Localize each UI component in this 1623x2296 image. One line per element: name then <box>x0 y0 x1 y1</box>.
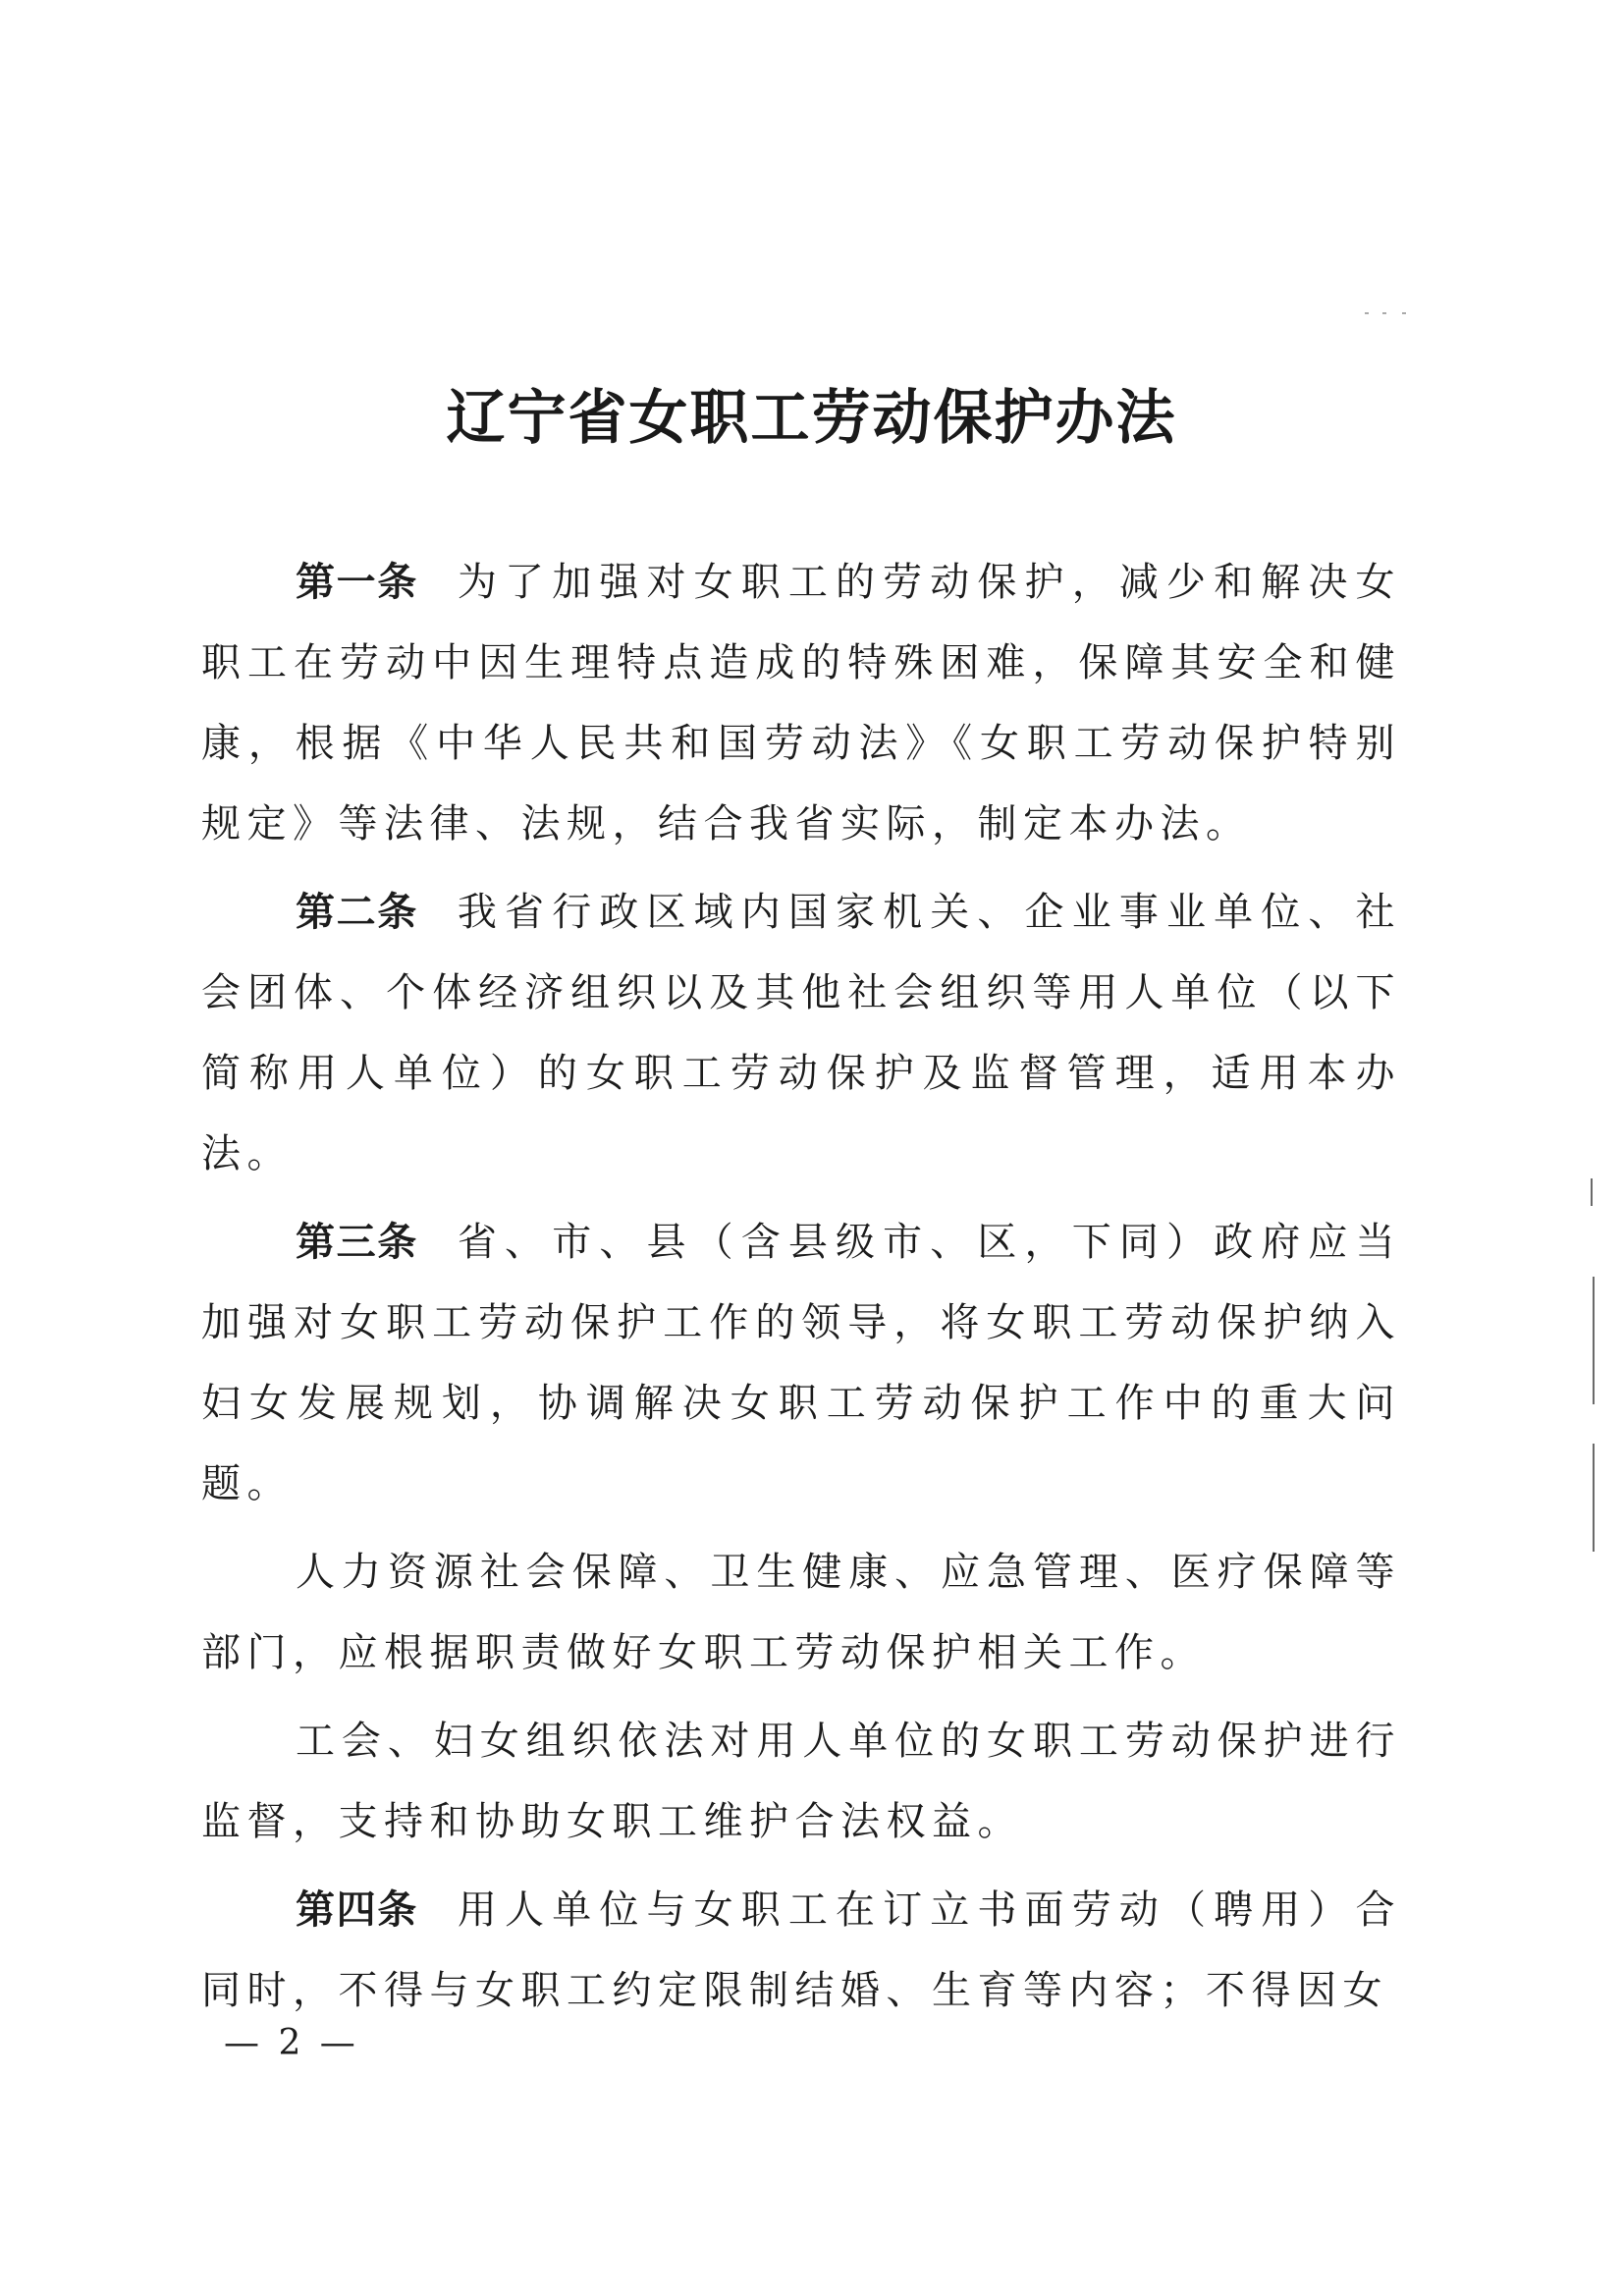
article-3-paragraph-3 <box>201 1701 1401 1862</box>
article-label: 第四条 <box>296 1887 418 1933</box>
paragraph-text: 人力资源社会保障、卫生健康、应急管理、医疗保障等部门，应根据职责做好女职工劳动保护相关工作。 <box>201 1550 1401 1675</box>
scan-artifact <box>1382 312 1386 314</box>
article-text: 为了加强对女职工的劳动保护，减少和解决女职工在劳动中因生理特点造成的特殊困难，保障其安全和健康，根据《中华人民共和国劳动法》《女职工劳动保护特别规定》等法律、法规，结合我省实际，制定本办法。 <box>201 560 1402 847</box>
document-title: 辽宁省女职工劳动保护办法 <box>446 384 1177 453</box>
article-text: 省、市、县（含县级市、区，下同）政府应当加强对女职工劳动保护工作的领导，将女职工劳动保护纳入妇女发展规划，协调解决女职工劳动保护工作中的重大问题。 <box>201 1220 1402 1506</box>
article-1 <box>201 542 1401 864</box>
article-2 <box>201 872 1401 1194</box>
scan-artifact <box>1593 1444 1595 1552</box>
article-label: 第二条 <box>296 890 418 935</box>
article-label: 第一条 <box>296 560 418 605</box>
article-3-paragraph-2 <box>201 1532 1401 1693</box>
scan-artifact <box>1593 1277 1595 1404</box>
article-text: 用人单位与女职工在订立书面劳动（聘用）合同时，不得与女职工约定限制结婚、生育等内容；不得因女 <box>201 1887 1402 2013</box>
article-3 <box>201 1202 1401 1524</box>
article-text: 我省行政区域内国家机关、企业事业单位、社会团体、个体经济组织以及其他社会组织等用人单位（以下简称用人单位）的女职工劳动保护及监督管理，适用本办法。 <box>201 890 1402 1176</box>
paragraph-text: 工会、妇女组织依法对用人单位的女职工劳动保护进行监督，支持和协助女职工维护合法权益。 <box>201 1719 1401 1844</box>
scan-artifact <box>1591 1178 1593 1206</box>
scan-artifact <box>1365 312 1369 314</box>
document-body <box>201 542 1401 2039</box>
article-label: 第三条 <box>296 1220 418 1265</box>
article-4 <box>201 1870 1401 2031</box>
page-number: — 2 — <box>224 2023 359 2063</box>
scan-artifact <box>1402 312 1406 314</box>
